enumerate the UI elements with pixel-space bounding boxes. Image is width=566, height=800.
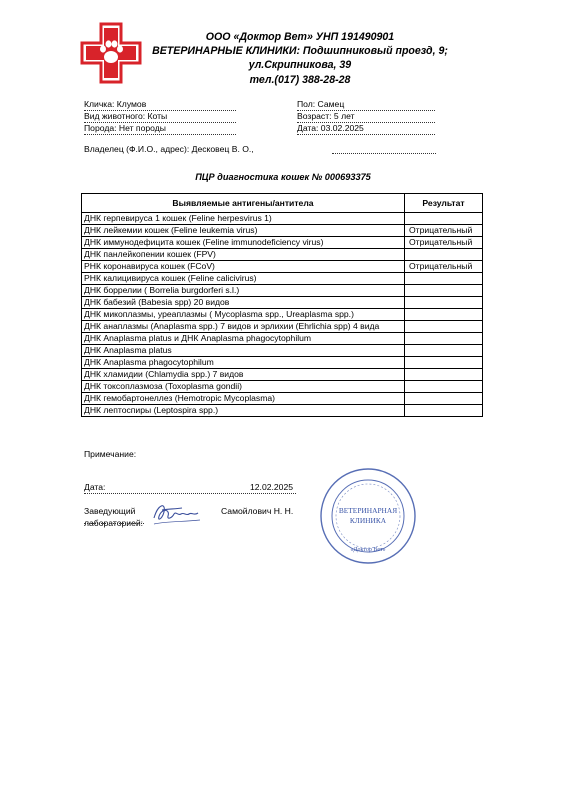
footer-date-label: Дата: <box>84 482 106 492</box>
table-row <box>82 405 483 417</box>
clinic-stamp <box>318 466 418 566</box>
antigen-cell: ДНК иммунодефицита кошек (Feline immunodeficiency virus) <box>82 237 405 249</box>
antigen-cell: ДНК боррелии ( Borrelia burgdorferi s.l.) <box>82 285 405 297</box>
clinic-logo-cross-paw-icon <box>80 22 142 84</box>
result-cell <box>405 285 483 297</box>
results-table <box>81 193 483 417</box>
result-cell: Отрицательный <box>405 225 483 237</box>
patient-nickname: Кличка: Клумов <box>84 99 236 111</box>
footer-date-value: 12.02.2025 <box>250 482 294 492</box>
table-row <box>82 381 483 393</box>
table-row <box>82 237 483 249</box>
column-header-antigen: Выявляемые антигены/антитела <box>82 194 405 213</box>
stamp-brand: «Доктор Вет» <box>350 547 386 553</box>
lab-head-line <box>84 523 144 524</box>
antigen-cell: ДНК лейкемии кошек (Feline leukemia virus) <box>82 225 405 237</box>
table-row <box>82 321 483 333</box>
patient-species: Вид животного: Коты <box>84 111 236 123</box>
table-row <box>82 345 483 357</box>
lab-head-label-2: лабораторией: <box>84 518 144 528</box>
note-label: Примечание: <box>84 449 137 459</box>
clinic-name: ООО «Доктор Вет» УНП 191490901 <box>205 31 395 43</box>
result-cell <box>405 309 483 321</box>
table-row <box>82 285 483 297</box>
antigen-cell: ДНК Anaplasma platus <box>82 345 405 357</box>
patient-date: Дата: 03.02.2025 <box>297 123 435 135</box>
table-row <box>82 213 483 225</box>
result-cell <box>405 297 483 309</box>
antigen-cell: ДНК анаплазмы (Anaplasma spp.) 7 видов и эрлихии (Ehrlichia spp) 4 вида <box>82 321 405 333</box>
result-cell <box>405 357 483 369</box>
result-cell <box>405 393 483 405</box>
antigen-cell: ДНК панлейкопении кошек (FPV) <box>82 249 405 261</box>
result-cell <box>405 213 483 225</box>
table-row <box>82 261 483 273</box>
owner-line <box>332 153 436 154</box>
result-cell: Отрицательный <box>405 261 483 273</box>
antigen-cell: РНК калицивируса кошек (Feline calicivirus) <box>82 273 405 285</box>
signature-image <box>148 498 208 528</box>
clinic-address-2: ул.Скрипникова, 39 <box>248 59 352 72</box>
result-cell <box>405 405 483 417</box>
antigen-cell: ДНК герпевируса 1 кошек (Feline herpesvirus 1) <box>82 213 405 225</box>
antigen-cell: ДНК Anaplasma platus и ДНК Anaplasma phagocytophilum <box>82 333 405 345</box>
stamp-text-2: КЛИНИКА <box>349 516 387 525</box>
result-cell <box>405 273 483 285</box>
patient-age: Возраст: 5 лет <box>297 111 435 123</box>
patient-breed: Порода: Нет породы <box>84 123 236 135</box>
result-cell <box>405 321 483 333</box>
result-cell <box>405 369 483 381</box>
antigen-cell: ДНК хламидии (Chlamydia spp.) 7 видов <box>82 369 405 381</box>
antigen-cell: ДНК гемобартонеллез (Hemotropic Mycoplasma) <box>82 393 405 405</box>
result-cell <box>405 345 483 357</box>
table-row <box>82 333 483 345</box>
clinic-header <box>150 30 450 87</box>
patient-sex: Пол: Самец <box>297 99 435 111</box>
antigen-cell: ДНК токсоплазмоза (Toxoplasma gondii) <box>82 381 405 393</box>
footer-date-line <box>84 493 296 494</box>
table-row <box>82 297 483 309</box>
lab-head-label-1: Заведующий <box>84 506 136 516</box>
table-row <box>82 357 483 369</box>
column-header-result: Результат <box>405 194 483 213</box>
table-row <box>82 309 483 321</box>
owner-info: Владелец (Ф.И.О., адрес): Десковец В. О., <box>84 144 254 154</box>
table-row <box>82 393 483 405</box>
clinic-phone: тел.(017) 388-28-28 <box>249 73 351 86</box>
table-row <box>82 273 483 285</box>
document-title: ПЦР диагностика кошек № 000693375 <box>195 172 371 182</box>
result-cell: Отрицательный <box>405 237 483 249</box>
result-cell <box>405 249 483 261</box>
lab-head-label <box>84 505 143 529</box>
lab-head-name: Самойлович Н. Н. <box>221 506 294 516</box>
antigen-cell: ДНК бабезий (Babesia spp) 20 видов <box>82 297 405 309</box>
antigen-cell: РНК коронавируса кошек (FCoV) <box>82 261 405 273</box>
table-row <box>82 225 483 237</box>
table-row <box>82 369 483 381</box>
antigen-cell: ДНК лептоспиры (Leptospira spp.) <box>82 405 405 417</box>
clinic-address-1: ВЕТЕРИНАРНЫЕ КЛИНИКИ: Подшипниковый проезд, 9; <box>152 45 448 58</box>
result-cell <box>405 381 483 393</box>
table-header-row <box>82 194 483 213</box>
antigen-cell: ДНК микоплазмы, уреаплазмы ( Mycoplasma spp., Ureaplasma spp.) <box>82 309 405 321</box>
table-row <box>82 249 483 261</box>
stamp-text-1: ВЕТЕРИНАРНАЯ <box>338 506 398 515</box>
result-cell <box>405 333 483 345</box>
antigen-cell: ДНК Anaplasma phagocytophilum <box>82 357 405 369</box>
